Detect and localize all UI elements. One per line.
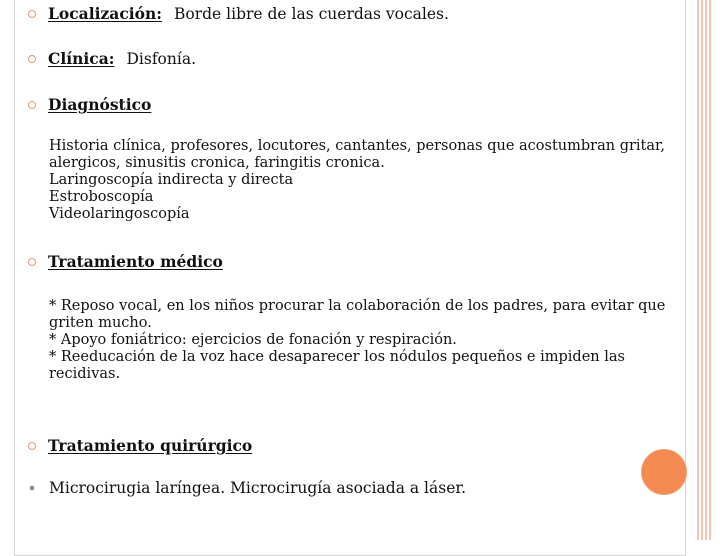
paragraph-line: * Apoyo foniátrico: ejercicios de fonación y respiración.	[49, 332, 457, 348]
bullet-diagnostico	[28, 96, 151, 114]
text-clinica: Disfonía.	[126, 50, 196, 68]
bullet-localizacion	[28, 5, 449, 23]
paragraph-line: Laringoscopía indirecta y directa	[49, 172, 294, 188]
decorative-stripe	[705, 0, 707, 540]
heading-localizacion: Localización:	[48, 4, 162, 23]
slide-frame	[14, 0, 686, 556]
paragraph-line: * Reposo vocal, en los niños procurar la colaboración de los padres, para evitar que	[49, 298, 666, 314]
ring-bullet-icon	[28, 55, 36, 63]
decorative-stripe	[697, 0, 699, 540]
paragraph-line: recidivas.	[49, 366, 121, 382]
paragraph-line: Historia clínica, profesores, locutores, cantantes, personas que acostumbran gritar,	[49, 138, 665, 154]
ring-bullet-icon	[28, 442, 36, 450]
bullet-tratamiento-medico	[28, 253, 223, 271]
heading-tratamiento-medico: Tratamiento médico	[48, 252, 223, 271]
square-bullet-icon	[30, 486, 34, 490]
bullet-clinica	[28, 50, 196, 68]
heading-tratamiento-quirurgico: Tratamiento quirúrgico	[48, 436, 253, 455]
paragraph-tratamiento-medico	[49, 298, 665, 383]
decorative-stripe	[709, 0, 711, 540]
ring-bullet-icon	[28, 258, 36, 266]
paragraph-diagnostico	[49, 138, 665, 223]
ring-bullet-icon	[28, 101, 36, 109]
paragraph-line: griten mucho.	[49, 315, 152, 331]
bullet-tratamiento-quirurgico	[28, 437, 252, 455]
bullet-microcirugia	[28, 479, 466, 497]
paragraph-line: Estroboscopía	[49, 189, 154, 205]
heading-clinica: Clínica:	[48, 49, 115, 68]
paragraph-line: * Reeducación de la voz hace desaparecer los nódulos pequeños e impiden las	[49, 349, 625, 365]
heading-diagnostico: Diagnóstico	[48, 95, 152, 114]
decorative-stripe	[701, 0, 703, 540]
paragraph-line: Videolaringoscopía	[49, 206, 190, 222]
decorative-circle	[641, 449, 687, 495]
text-microcirugia: Microcirugia laríngea. Microcirugía asociada a láser.	[49, 479, 467, 497]
text-localizacion: Borde libre de las cuerdas vocales.	[174, 5, 449, 23]
paragraph-line: alergicos, sinusitis cronica, faringitis cronica.	[49, 155, 385, 171]
ring-bullet-icon	[28, 10, 36, 18]
